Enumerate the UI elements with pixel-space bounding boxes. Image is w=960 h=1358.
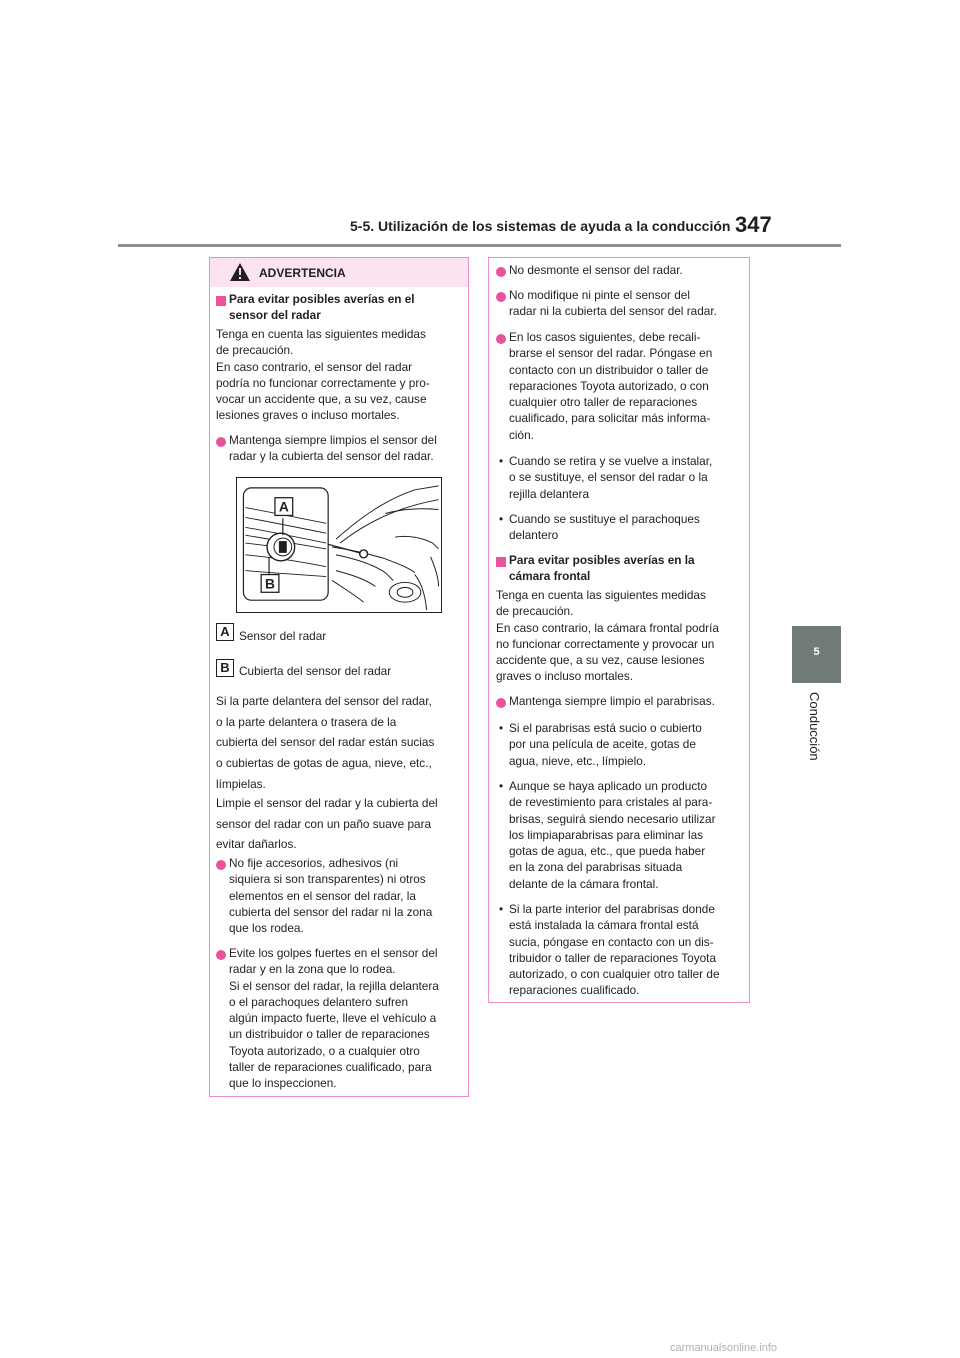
paragraph-clean-sensor: Si la parte delantera del sensor del radar, o la parte delantera o trasera de la cubierta del sensor del radar están sucias o cubiertas de gotas de agua, nieve, etc., límpielas. [216,694,435,791]
legend-text-a: Sensor del radar [239,629,327,643]
small-bullet: • [499,512,504,526]
camera-intro: Tenga en cuenta las siguientes medidas de precaución. En caso contrario, la cámara frontal podría no funcionar correctamente y provocar un accidente que, a su vez, cause lesiones graves o incluso mortales. [496,588,719,684]
small-bullet: • [499,454,504,468]
page-number: 347 [735,212,772,237]
round-bullet-icon [496,698,506,708]
round-bullet-icon [496,292,506,302]
sub-item-reinstall: Cuando se retira y se vuelve a instalar, o se sustituye, el sensor del radar o la rejilla delantera [509,454,713,501]
sub-item-interior-dirty: Si la parte interior del parabrisas donde está instalada la cámara frontal está sucia, póngase en contacto con un dis- tribuidor o taller de reparaciones Toyota autorizado, o con cualquier otro taller de reparaciones cualificado. [509,902,720,998]
small-bullet: • [499,779,504,793]
square-bullet-icon [216,296,226,306]
bullet-keep-clean: Mantenga siempre limpios el sensor del radar y la cubierta del sensor del radar. [229,433,437,464]
header-rule [118,244,841,247]
section-title: 5-5. Utilización de los sistemas de ayuda a la conducción [350,218,731,234]
radar-sensor-illustration [236,477,442,613]
chapter-label: Conducción [807,692,822,761]
figure-label-a: A [278,499,289,515]
round-bullet-icon [496,267,506,277]
warning-triangle-icon [229,262,251,282]
warning-box [209,257,469,1097]
warning-box-continued [488,257,750,1003]
chapter-number: 5 [813,646,820,658]
square-bullet-icon [496,557,506,567]
bullet-no-accessories: No fije accesorios, adhesivos (ni siquiera si son transparentes) ni otros elementos en el sensor del radar, la cubierta del sensor del radar ni la zona que los rodea. [229,856,433,936]
warning-subheading: Para evitar posibles averías en el sensor del radar [229,292,415,323]
warning-heading: ADVERTENCIA [259,266,346,280]
bullet-no-modify: No modifique ni pinte el sensor del radar ni la cubierta del sensor del radar. [509,288,717,319]
bullet-avoid-impacts: Evite los golpes fuertes en el sensor del radar y en la zona que lo rodea. Si el sensor del radar, la rejilla delantera o el parachoques delantero sufren algún impacto fuerte, lleve el vehículo a un distribuidor o taller de reparaciones Toyota autorizado, o a cualquier otro taller de reparaciones cualificado, para que lo inspeccionen. [229,946,439,1091]
round-bullet-icon [216,437,226,447]
bullet-no-disassemble: No desmonte el sensor del radar. [509,263,683,277]
small-bullet: • [499,902,504,916]
warning-header [210,258,468,287]
chapter-tab[interactable] [792,626,841,683]
bullet-recalibrate: En los casos siguientes, debe recali- brarse el sensor del radar. Póngase en contacto con un distribuidor o taller de reparaciones Toyota autorizado, o con cualquier otro taller de reparaciones cualificado, para solicitar más informa- ción. [509,330,713,442]
sub-item-dirty-windshield: Si el parabrisas está sucio o cubierto por una película de aceite, gotas de agua, nieve, etc., límpielo. [509,721,702,768]
round-bullet-icon [496,334,506,344]
round-bullet-icon [216,950,226,960]
sub-item-coating: Aunque se haya aplicado un producto de revestimiento para cristales al para- brisas, seguirá siendo necesario utilizar los limpiaparabrisas para eliminar las gotas de agua, etc., que pueda haber en la zona del parabrisas situada delante de la cámara frontal. [509,779,716,891]
camera-subheading: Para evitar posibles averías en la cámara frontal [509,553,695,584]
legend-text-b: Cubierta del sensor del radar [239,664,392,678]
legend-letter-a: A [216,623,234,641]
small-bullet: • [499,721,504,735]
footer-watermark[interactable]: carmanualsonline.info [670,1342,778,1354]
legend-letter-b: B [216,659,234,677]
bullet-clean-windshield: Mantenga siempre limpio el parabrisas. [509,694,715,708]
figure-label-b: B [265,576,276,592]
round-bullet-icon [216,860,226,870]
warning-intro: Tenga en cuenta las siguientes medidas de precaución. En caso contrario, el sensor del radar podría no funcionar correctamente y pro- vocar un accidente que, a su vez, cause lesiones graves o incluso mortales. [216,327,430,423]
sub-item-bumper: Cuando se sustituye el parachoques delantero [509,512,700,543]
paragraph-soft-cloth: Limpie el sensor del radar y la cubierta del sensor del radar con un paño suave para evitar dañarlos. [216,796,438,852]
